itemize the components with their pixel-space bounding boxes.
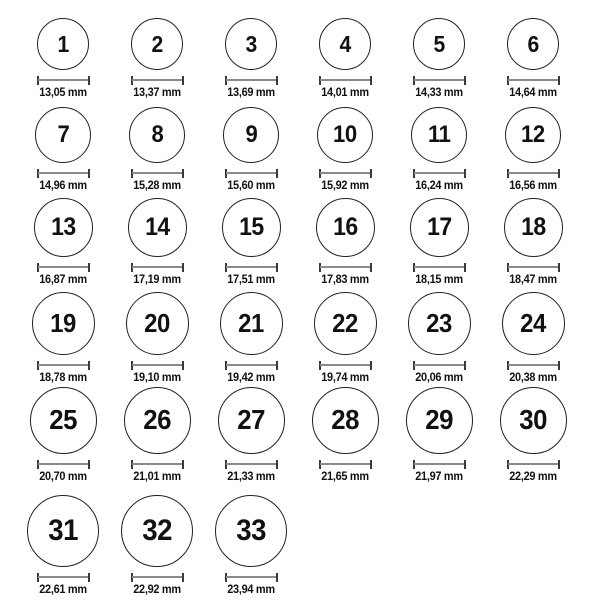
ring-size-number: 12: [521, 120, 545, 148]
ring-circle: [218, 387, 285, 454]
ring-circle: [316, 198, 375, 257]
ring-circle: [319, 18, 371, 70]
ring-circle: [129, 107, 185, 163]
measure-tick-right-icon: [558, 76, 560, 85]
diameter-label: 20,06 mm: [415, 371, 463, 384]
ring-circle: [222, 198, 281, 257]
ring-size-cell: [298, 387, 392, 484]
ring-size-number: 24: [520, 308, 546, 339]
ring-size-cell: [392, 198, 486, 287]
diameter-measure-bar: [319, 460, 372, 469]
diameter-label: 16,24 mm: [415, 179, 463, 192]
ring-size-cell: [16, 292, 110, 385]
ring-size-cell: [298, 292, 392, 385]
ring-size-number: 8: [151, 120, 163, 148]
measure-tick-right-icon: [276, 573, 278, 582]
measure-line: [226, 172, 277, 174]
diameter-measure-bar: [507, 76, 560, 85]
diameter-label: 17,19 mm: [133, 274, 181, 287]
diameter-measure-bar: [507, 361, 560, 370]
size-row: [16, 198, 600, 287]
ring-circle: [312, 387, 379, 454]
size-row: [16, 18, 600, 100]
diameter-label: 15,28 mm: [133, 179, 181, 192]
ring-size-cell: [110, 198, 204, 287]
measure-line: [38, 79, 89, 81]
ring-circle: [131, 18, 183, 70]
diameter-measure-bar: [131, 76, 184, 85]
measure-tick-right-icon: [182, 76, 184, 85]
measure-tick-right-icon: [370, 169, 372, 178]
diameter-label: 16,56 mm: [509, 179, 557, 192]
ring-size-number: 18: [520, 213, 546, 242]
diameter-label: 16,87 mm: [39, 274, 87, 287]
measure-tick-right-icon: [182, 573, 184, 582]
measure-line: [132, 463, 183, 465]
size-row: [16, 107, 600, 193]
ring-size-number: 6: [527, 30, 539, 57]
ring-size-cell: [16, 107, 110, 193]
ring-circle: [504, 198, 563, 257]
ring-circle: [128, 198, 187, 257]
diameter-label: 18,78 mm: [39, 371, 87, 384]
ring-circle: [225, 18, 277, 70]
diameter-measure-bar: [413, 169, 466, 178]
ring-size-number: 21: [238, 308, 264, 339]
diameter-measure-bar: [37, 263, 90, 272]
ring-size-cell: [110, 292, 204, 385]
ring-size-cell: [110, 495, 204, 597]
diameter-measure-bar: [131, 361, 184, 370]
ring-circle: [314, 292, 377, 355]
ring-size-number: 23: [426, 308, 452, 339]
diameter-label: 22,92 mm: [133, 584, 181, 597]
measure-tick-right-icon: [370, 361, 372, 370]
ring-circle: [124, 387, 191, 454]
ring-size-number: 28: [331, 404, 359, 436]
ring-size-cell: [298, 18, 392, 100]
diameter-label: 22,29 mm: [509, 470, 557, 483]
measure-tick-right-icon: [370, 460, 372, 469]
ring-size-cell: [486, 292, 580, 385]
ring-size-number: 25: [49, 404, 77, 436]
ring-size-cell: [204, 107, 298, 193]
ring-size-cell: [16, 387, 110, 484]
diameter-label: 14,01 mm: [321, 87, 369, 99]
diameter-measure-bar: [225, 361, 278, 370]
ring-size-number: 33: [236, 514, 266, 548]
ring-size-cell: [110, 387, 204, 484]
ring-circle: [37, 18, 89, 70]
diameter-label: 13,69 mm: [227, 87, 275, 99]
diameter-label: 21,65 mm: [321, 470, 369, 483]
ring-size-cell: [486, 387, 580, 484]
diameter-label: 23,94 mm: [227, 584, 275, 597]
diameter-measure-bar: [413, 361, 466, 370]
ring-size-cell: [486, 198, 580, 287]
diameter-label: 19,42 mm: [227, 371, 275, 384]
ring-circle: [35, 107, 91, 163]
ring-size-number: 11: [427, 120, 451, 148]
ring-size-number: 26: [143, 404, 171, 436]
diameter-measure-bar: [413, 263, 466, 272]
measure-line: [226, 576, 277, 578]
measure-line: [414, 463, 465, 465]
measure-line: [320, 172, 371, 174]
measure-tick-right-icon: [464, 460, 466, 469]
diameter-label: 13,05 mm: [39, 87, 87, 99]
measure-tick-right-icon: [558, 263, 560, 272]
measure-tick-right-icon: [370, 263, 372, 272]
measure-line: [508, 266, 559, 268]
diameter-label: 17,51 mm: [227, 274, 275, 287]
measure-tick-right-icon: [88, 169, 90, 178]
diameter-label: 13,37 mm: [133, 87, 181, 99]
ring-circle: [406, 387, 473, 454]
measure-line: [226, 364, 277, 366]
measure-line: [226, 266, 277, 268]
measure-tick-right-icon: [276, 263, 278, 272]
measure-line: [226, 463, 277, 465]
measure-line: [414, 266, 465, 268]
diameter-measure-bar: [319, 263, 372, 272]
ring-size-number: 10: [333, 120, 357, 148]
measure-tick-right-icon: [88, 460, 90, 469]
measure-tick-right-icon: [276, 460, 278, 469]
measure-tick-right-icon: [182, 169, 184, 178]
diameter-label: 15,92 mm: [321, 179, 369, 192]
diameter-label: 22,61 mm: [39, 584, 87, 597]
measure-tick-right-icon: [464, 263, 466, 272]
size-row: [16, 292, 600, 385]
diameter-label: 19,74 mm: [321, 371, 369, 384]
measure-tick-right-icon: [276, 76, 278, 85]
ring-circle: [30, 387, 97, 454]
ring-size-number: 16: [332, 213, 358, 242]
diameter-label: 21,33 mm: [227, 470, 275, 483]
measure-line: [414, 79, 465, 81]
diameter-measure-bar: [507, 460, 560, 469]
size-row: [16, 387, 600, 484]
measure-tick-right-icon: [182, 263, 184, 272]
ring-circle: [32, 292, 95, 355]
ring-size-number: 4: [339, 30, 351, 57]
diameter-measure-bar: [131, 573, 184, 582]
ring-circle: [27, 495, 99, 567]
ring-size-number: 27: [237, 404, 265, 436]
ring-size-number: 19: [50, 308, 76, 339]
measure-tick-right-icon: [558, 460, 560, 469]
diameter-measure-bar: [225, 169, 278, 178]
measure-line: [38, 576, 89, 578]
measure-tick-right-icon: [558, 361, 560, 370]
diameter-measure-bar: [507, 263, 560, 272]
measure-line: [132, 79, 183, 81]
measure-tick-right-icon: [464, 76, 466, 85]
ring-size-cell: [110, 18, 204, 100]
ring-size-cell: [16, 198, 110, 287]
measure-tick-right-icon: [558, 169, 560, 178]
measure-tick-right-icon: [182, 460, 184, 469]
ring-circle: [126, 292, 189, 355]
measure-line: [132, 364, 183, 366]
measure-tick-right-icon: [88, 263, 90, 272]
diameter-measure-bar: [225, 76, 278, 85]
ring-circle: [502, 292, 565, 355]
measure-line: [132, 172, 183, 174]
diameter-measure-bar: [319, 76, 372, 85]
diameter-measure-bar: [131, 169, 184, 178]
diameter-label: 21,97 mm: [415, 470, 463, 483]
measure-line: [508, 172, 559, 174]
ring-circle: [410, 198, 469, 257]
measure-line: [38, 364, 89, 366]
measure-line: [320, 364, 371, 366]
ring-size-number: 3: [245, 30, 257, 57]
diameter-label: 14,64 mm: [509, 87, 557, 99]
ring-circle: [413, 18, 465, 70]
measure-line: [38, 266, 89, 268]
ring-size-number: 14: [144, 213, 170, 242]
ring-circle: [408, 292, 471, 355]
measure-tick-right-icon: [464, 361, 466, 370]
measure-line: [320, 266, 371, 268]
ring-size-cell: [392, 292, 486, 385]
ring-size-cell: [204, 198, 298, 287]
ring-size-number: 29: [425, 404, 453, 436]
measure-line: [508, 463, 559, 465]
diameter-measure-bar: [225, 460, 278, 469]
ring-size-number: 17: [426, 213, 452, 242]
size-row: [16, 495, 600, 597]
measure-line: [414, 364, 465, 366]
ring-size-number: 2: [151, 30, 163, 57]
ring-size-cell: [204, 495, 298, 597]
ring-size-cell: [298, 198, 392, 287]
diameter-measure-bar: [37, 361, 90, 370]
diameter-label: 21,01 mm: [133, 470, 181, 483]
diameter-label: 14,33 mm: [415, 87, 463, 99]
measure-tick-right-icon: [464, 169, 466, 178]
measure-line: [132, 576, 183, 578]
ring-circle: [505, 107, 561, 163]
ring-circle: [121, 495, 193, 567]
diameter-measure-bar: [37, 573, 90, 582]
diameter-label: 15,60 mm: [227, 179, 275, 192]
ring-size-cell: [204, 292, 298, 385]
diameter-measure-bar: [225, 263, 278, 272]
ring-size-number: 32: [142, 514, 172, 548]
ring-circle: [500, 387, 567, 454]
ring-size-cell: [392, 387, 486, 484]
measure-tick-right-icon: [88, 361, 90, 370]
ring-size-cell: [16, 495, 110, 597]
ring-size-cell: [204, 387, 298, 484]
measure-tick-right-icon: [276, 361, 278, 370]
ring-size-cell: [392, 18, 486, 100]
ring-circle: [507, 18, 559, 70]
measure-tick-right-icon: [182, 361, 184, 370]
ring-size-number: 13: [50, 213, 76, 242]
ring-circle: [223, 107, 279, 163]
diameter-label: 17,83 mm: [321, 274, 369, 287]
ring-size-number: 15: [238, 213, 264, 242]
ring-size-cell: [204, 18, 298, 100]
measure-line: [320, 79, 371, 81]
ring-size-cell: [486, 107, 580, 193]
ring-circle: [220, 292, 283, 355]
measure-line: [132, 266, 183, 268]
measure-line: [320, 463, 371, 465]
ring-size-number: 1: [57, 30, 69, 57]
ring-size-number: 9: [245, 120, 257, 148]
ring-size-cell: [392, 107, 486, 193]
ring-size-number: 31: [48, 514, 78, 548]
ring-size-number: 20: [144, 308, 170, 339]
diameter-label: 14,96 mm: [39, 179, 87, 192]
ring-size-number: 22: [332, 308, 358, 339]
ring-size-number: 30: [519, 404, 547, 436]
diameter-measure-bar: [507, 169, 560, 178]
measure-tick-right-icon: [370, 76, 372, 85]
ring-size-chart: [16, 18, 600, 597]
measure-line: [38, 463, 89, 465]
ring-size-cell: [16, 18, 110, 100]
measure-line: [414, 172, 465, 174]
diameter-measure-bar: [131, 263, 184, 272]
ring-circle: [215, 495, 287, 567]
measure-line: [508, 79, 559, 81]
diameter-measure-bar: [319, 361, 372, 370]
ring-circle: [411, 107, 467, 163]
ring-size-cell: [110, 107, 204, 193]
ring-size-cell: [298, 107, 392, 193]
ring-size-number: 7: [57, 120, 69, 148]
diameter-label: 18,47 mm: [509, 274, 557, 287]
diameter-measure-bar: [37, 460, 90, 469]
ring-circle: [317, 107, 373, 163]
diameter-measure-bar: [225, 573, 278, 582]
diameter-label: 20,70 mm: [39, 470, 87, 483]
diameter-measure-bar: [319, 169, 372, 178]
ring-size-number: 5: [433, 30, 445, 57]
measure-line: [38, 172, 89, 174]
diameter-label: 20,38 mm: [509, 371, 557, 384]
diameter-label: 18,15 mm: [415, 274, 463, 287]
measure-line: [508, 364, 559, 366]
diameter-label: 19,10 mm: [133, 371, 181, 384]
diameter-measure-bar: [413, 460, 466, 469]
diameter-measure-bar: [37, 169, 90, 178]
measure-line: [226, 79, 277, 81]
diameter-measure-bar: [37, 76, 90, 85]
measure-tick-right-icon: [88, 573, 90, 582]
measure-tick-right-icon: [276, 169, 278, 178]
measure-tick-right-icon: [88, 76, 90, 85]
diameter-measure-bar: [131, 460, 184, 469]
diameter-measure-bar: [413, 76, 466, 85]
ring-circle: [34, 198, 93, 257]
ring-size-cell: [486, 18, 580, 100]
